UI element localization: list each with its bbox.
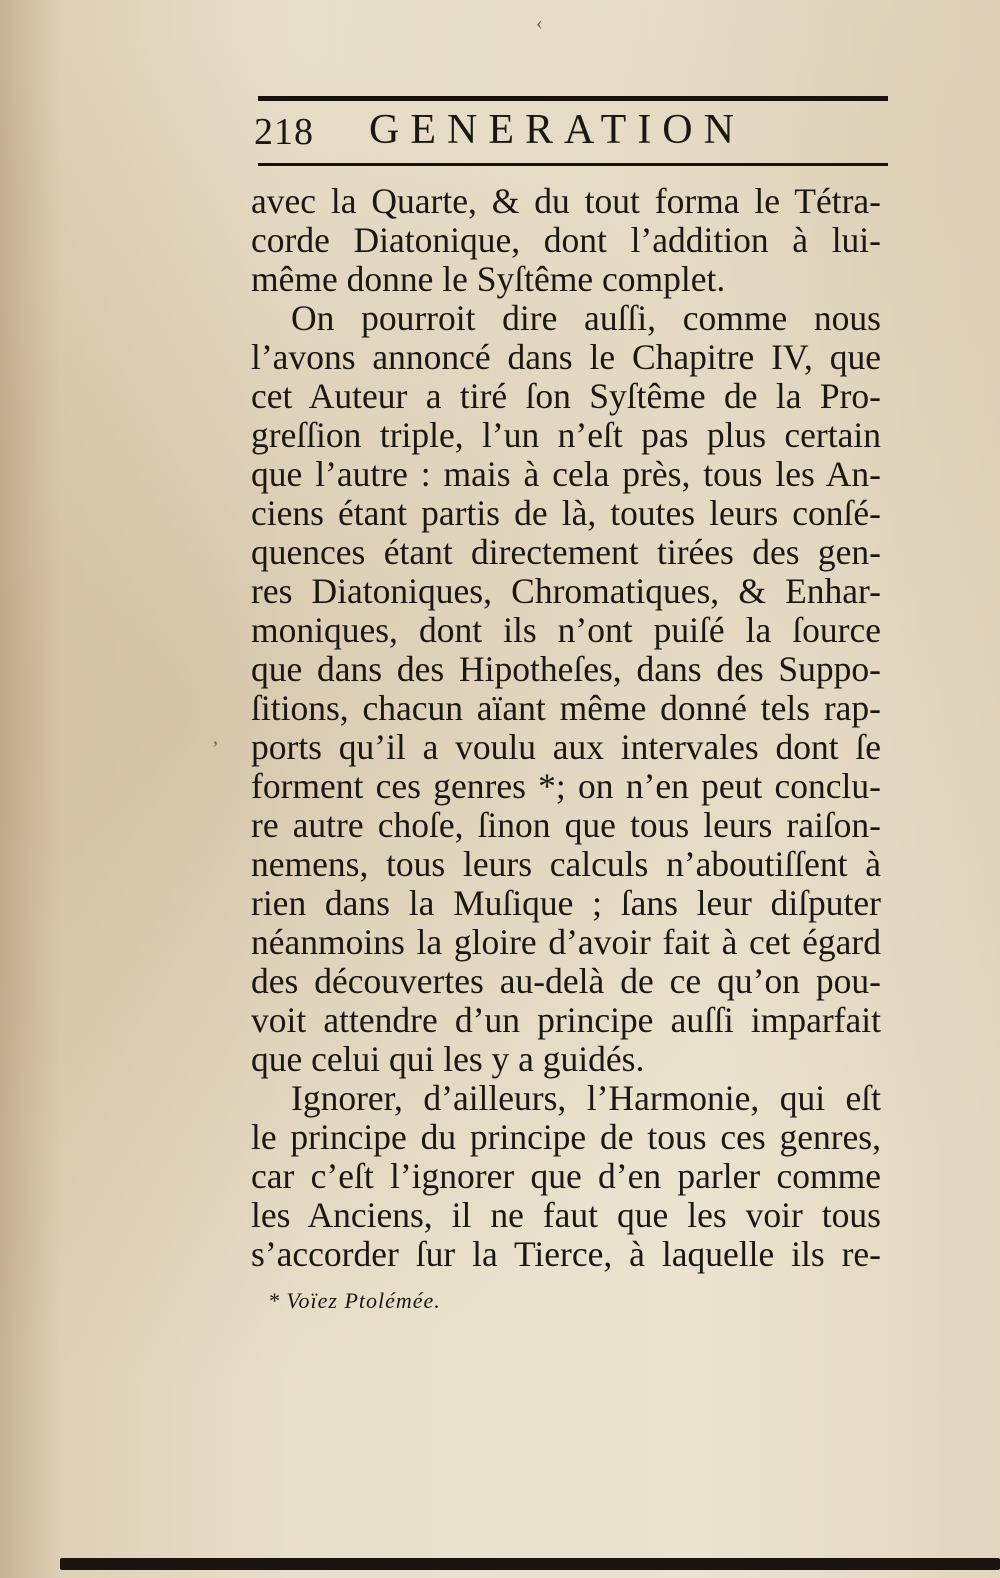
text-line: greſſion triple, l’un n’eſt pas plus certain — [251, 415, 881, 455]
header-bottom-rule — [258, 163, 888, 166]
text-line: corde Diatonique, dont l’addition à lui- — [251, 220, 881, 260]
text-line: ports qu’il a voulu aux intervales dont ſe — [251, 727, 881, 767]
paper-speck: ‹ — [536, 12, 543, 34]
paper-speck: ʼ — [212, 738, 219, 760]
text-line: le principe du principe de tous ces genres, — [251, 1117, 881, 1157]
text-line: l’avons annoncé dans le Chapitre IV, que — [251, 337, 881, 377]
running-head: GENERATION — [369, 107, 745, 153]
text-line: néanmoins la gloire d’avoir fait à cet égard — [251, 922, 881, 962]
text-line: forment ces genres *; on n’en peut conclu- — [251, 766, 881, 806]
binding-shadow — [0, 0, 60, 1578]
text-line: des découvertes au-delà de ce qu’on pou- — [251, 961, 881, 1001]
text-line: même donne le Syſtême complet. — [251, 259, 726, 299]
text-line: Ignorer, d’ailleurs, l’Harmonie, qui eſt — [291, 1078, 881, 1118]
page-bottom-shadow — [60, 1558, 1000, 1570]
text-line: que l’autre : mais à cela près, tous les An- — [251, 454, 881, 494]
text-line: avec la Quarte, & du tout forma le Tétra- — [251, 181, 881, 221]
page-number: 218 — [254, 111, 314, 153]
text-line: voit attendre d’un principe auſſi imparfait — [251, 1000, 881, 1040]
text-line: cet Auteur a tiré ſon Syſtême de la Pro- — [251, 376, 881, 416]
page-header — [254, 106, 894, 160]
text-line: res Diatoniques, Chromatiques, & Enhar- — [251, 571, 881, 611]
text-line: car c’eſt l’ignorer que d’en parler comme — [251, 1156, 881, 1196]
text-line: ciens étant partis de là, toutes leurs conſé- — [251, 493, 881, 533]
footnote: * Voïez Ptolémée. — [268, 1288, 441, 1313]
text-line: s’accorder ſur la Tierce, à laquelle ils re- — [251, 1234, 881, 1274]
header-top-rule — [258, 96, 888, 101]
text-line: ſitions, chacun aïant même donné tels rap- — [251, 688, 881, 728]
text-line: re autre choſe, ſinon que tous leurs raiſon- — [251, 805, 881, 845]
text-line: On pourroit dire auſſi, comme nous — [291, 298, 881, 338]
text-line: que dans des Hipotheſes, dans des Suppo- — [251, 649, 881, 689]
body-text — [251, 182, 881, 1274]
text-line: nemens, tous leurs calculs n’aboutiſſent à — [251, 844, 881, 884]
text-line: les Anciens, il ne faut que les voir tous — [251, 1195, 881, 1235]
text-line: rien dans la Muſique ; ſans leur diſputer — [251, 883, 881, 923]
text-line: quences étant directement tirées des gen- — [251, 532, 881, 572]
text-line: moniques, dont ils n’ont puiſé la ſource — [251, 610, 881, 650]
text-line: que celui qui les y a guidés. — [251, 1039, 645, 1079]
